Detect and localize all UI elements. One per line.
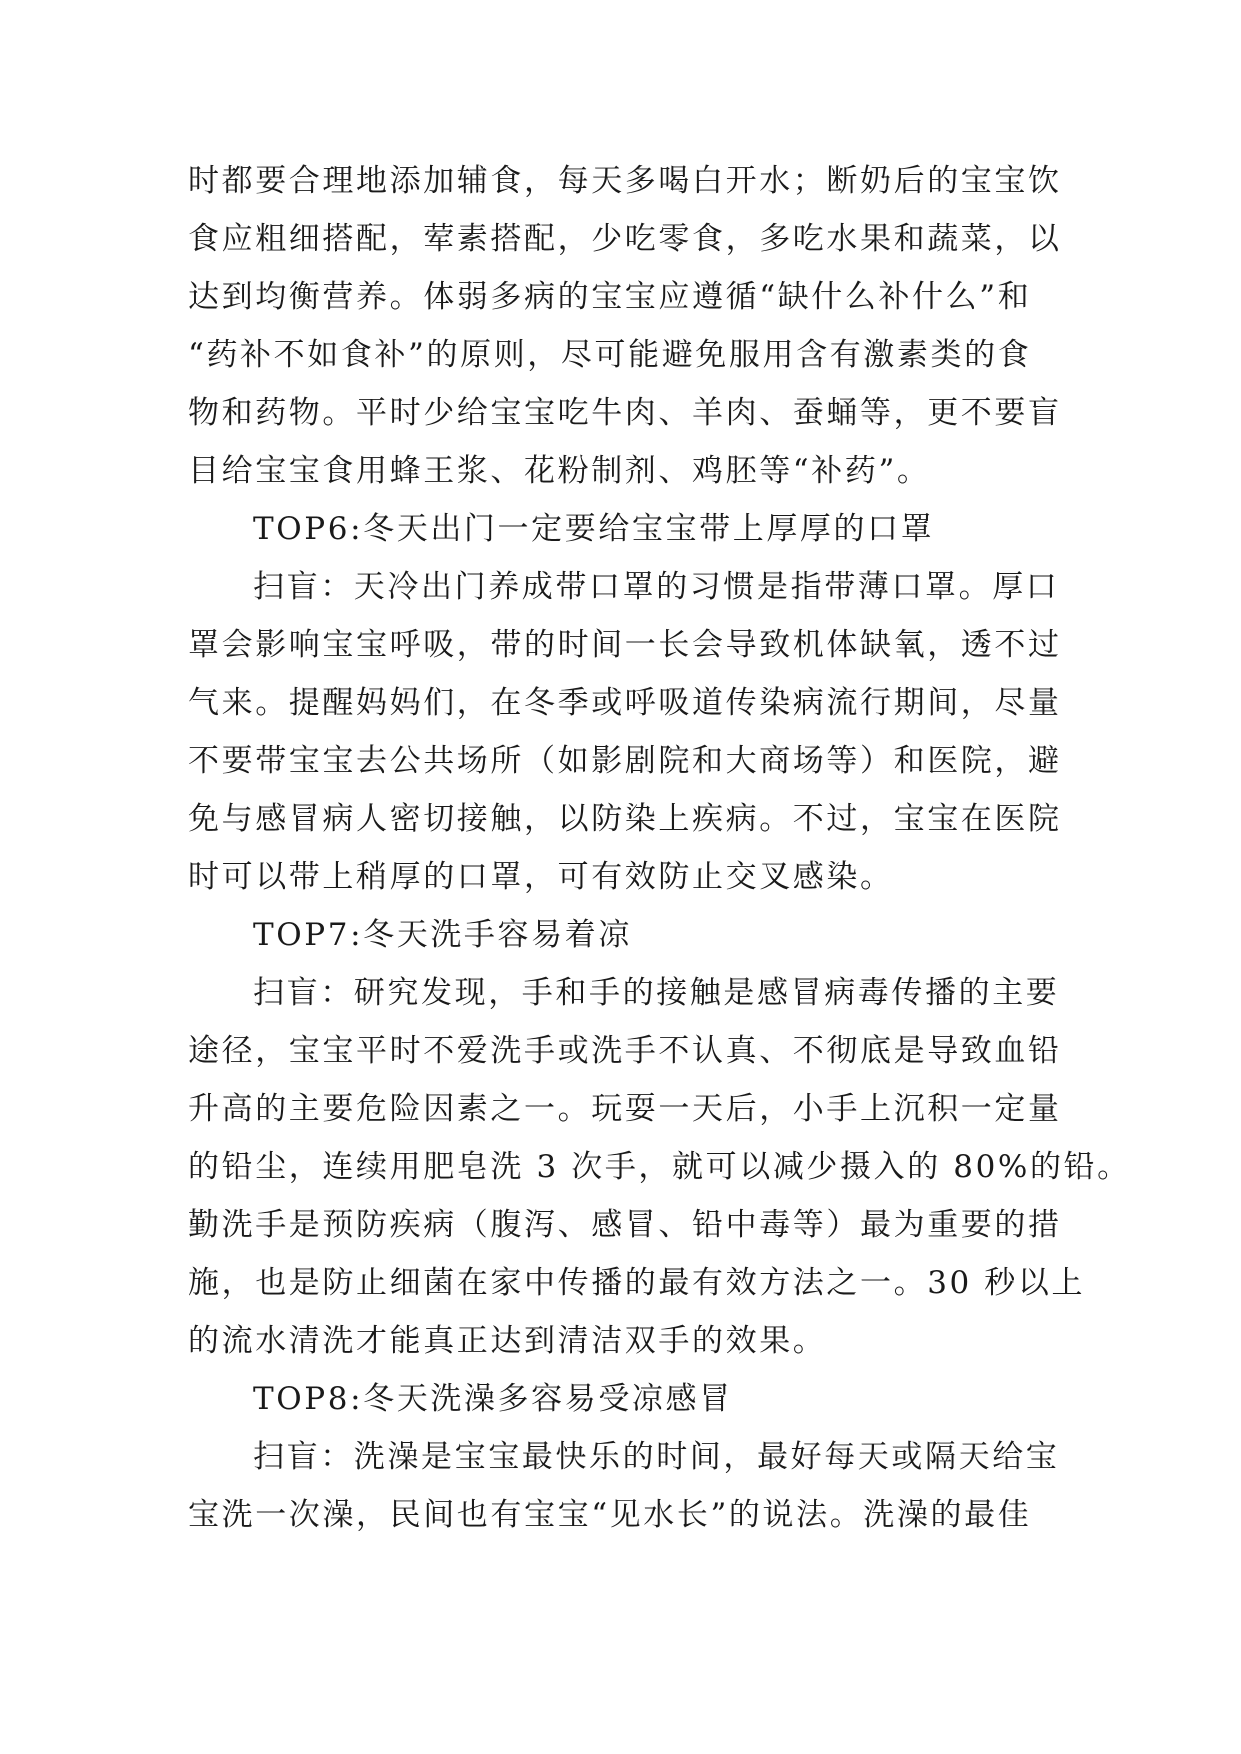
- text-line: 宝洗一次澡，民间也有宝宝“见水长”的说法。洗澡的最佳: [188, 1497, 1032, 1533]
- text-line: 不要带宝宝去公共场所（如影剧院和大商场等）和医院，避: [188, 743, 1062, 779]
- text-line: 罩会影响宝宝呼吸，带的时间一长会导致机体缺氧，透不过: [188, 627, 1062, 663]
- text-line: 勤洗手是预防疾病（腹泻、感冒、铅中毒等）最为重要的措: [188, 1207, 1062, 1243]
- text-line: 时可以带上稍厚的口罩，可有效防止交叉感染。: [188, 859, 894, 895]
- section-heading-top6: TOP6:冬天出门一定要给宝宝带上厚厚的口罩: [253, 511, 935, 547]
- text-line: “药补不如食补”的原则，尽可能避免服用含有激素类的食: [188, 337, 1032, 373]
- text-line: 免与感冒病人密切接触，以防染上疾病。不过，宝宝在医院: [188, 801, 1062, 837]
- text-line: 扫盲：洗澡是宝宝最快乐的时间，最好每天或隔天给宝: [253, 1439, 1060, 1475]
- text-line: 气来。提醒妈妈们，在冬季或呼吸道传染病流行期间，尽量: [188, 685, 1062, 721]
- text-line: 食应粗细搭配，荤素搭配，少吃零食，多吃水果和蔬菜，以: [188, 221, 1062, 257]
- text-line: 升高的主要危险因素之一。玩耍一天后，小手上沉积一定量: [188, 1091, 1062, 1127]
- text-line: 的流水清洗才能真正达到清洁双手的效果。: [188, 1323, 827, 1359]
- text-line: 的铅尘，连续用肥皂洗 3 次手，就可以减少摄入的 80%的铅。: [188, 1149, 1131, 1185]
- text-line: 达到均衡营养。体弱多病的宝宝应遵循“缺什么补什么”和: [188, 279, 1032, 315]
- text-line: 时都要合理地添加辅食，每天多喝白开水；断奶后的宝宝饮: [188, 163, 1062, 199]
- text-line: 途径，宝宝平时不爱洗手或洗手不认真、不彻底是导致血铅: [188, 1033, 1062, 1069]
- text-line: 施，也是防止细菌在家中传播的最有效方法之一。30 秒以上: [188, 1265, 1086, 1301]
- section-heading-top8: TOP8:冬天洗澡多容易受凉感冒: [253, 1381, 733, 1417]
- text-line: 物和药物。平时少给宝宝吃牛肉、羊肉、蚕蛹等，更不要盲: [188, 395, 1062, 431]
- text-line: 扫盲：天冷出门养成带口罩的习惯是指带薄口罩。厚口: [253, 569, 1060, 605]
- section-heading-top7: TOP7:冬天洗手容易着凉: [253, 917, 632, 953]
- text-line: 扫盲：研究发现，手和手的接触是感冒病毒传播的主要: [253, 975, 1060, 1011]
- text-line: 目给宝宝食用蜂王浆、花粉制剂、鸡胚等“补药”。: [188, 453, 931, 489]
